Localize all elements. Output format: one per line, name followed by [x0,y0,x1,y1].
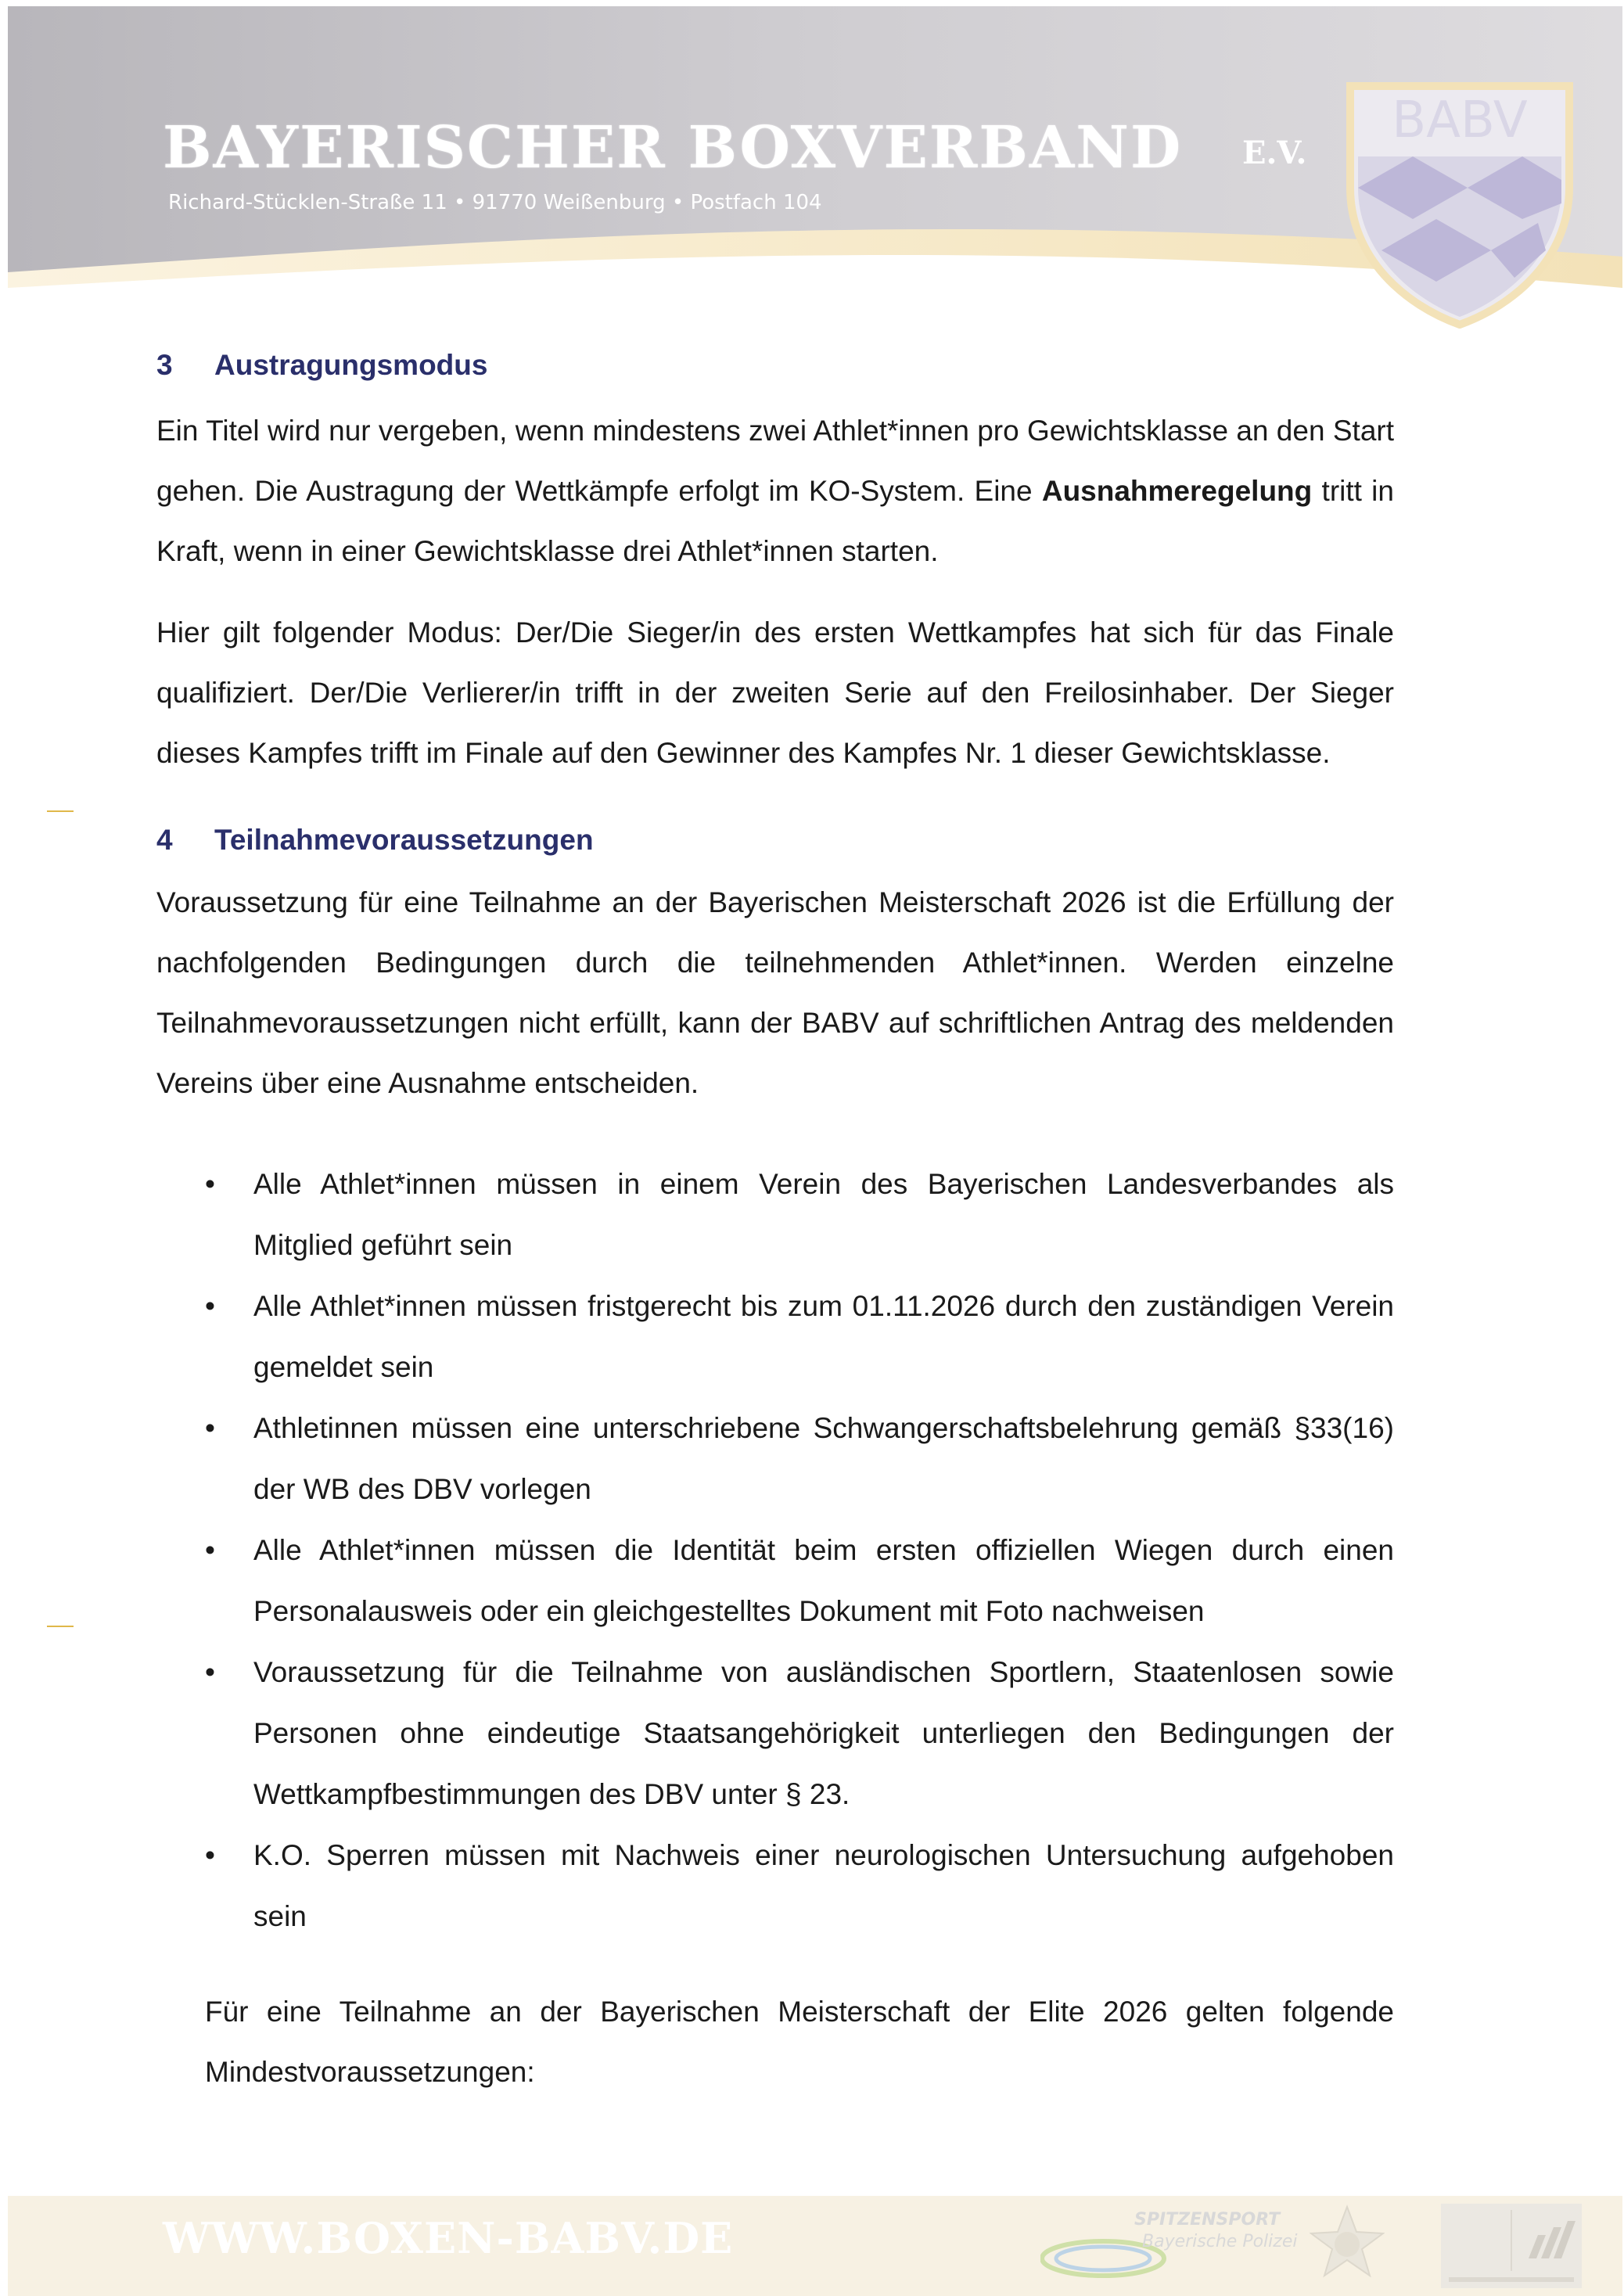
bullet-icon: • [205,1412,215,1444]
requirements-list [156,1154,1394,1947]
section-4-number: 4 [156,824,173,856]
list-item-text: Alle Athlet*innen müssen die Identität beim ersten offiziellen Wiegen durch einen Personalausweis oder ein gleichgestelltes Dokument mit Foto nachweisen [253,1534,1394,1627]
list-item [156,1642,1394,1825]
paragraph-text: tritt in Kraft, wenn in einer Gewichtsklasse drei Athlet*innen starten. [156,475,1394,567]
crest-label: BABV [1392,92,1528,149]
bullet-icon: • [205,1656,215,1688]
list-item-text: Alle Athlet*innen müssen in einem Verein des Bayerischen Landesverbandes als Mitglied geführt sein [253,1168,1394,1261]
adidas-distributor-logo [1441,2204,1582,2288]
bullet-icon: • [205,1839,215,1871]
list-item [156,1276,1394,1398]
section-4-heading [156,824,594,857]
list-item [156,1825,1394,1947]
federation-suffix: E.V. [1242,135,1307,171]
section-4-title: Teilnahmevoraussetzungen [214,824,594,856]
list-item-text: Alle Athlet*innen müssen fristgerecht bis zum 01.11.2026 durch den zuständigen Verein gemeldet sein [253,1290,1394,1383]
sponsor-line-1: SPITZENSPORT [1134,2210,1281,2230]
bullet-icon: • [205,1290,215,1322]
federation-name: BAYERISCHER BOXVERBAND [163,114,1183,181]
police-star-icon [1310,2204,1385,2288]
list-item [156,1154,1394,1276]
bullet-icon: • [205,1534,215,1566]
letterhead-footer [8,2196,1622,2296]
website-url[interactable]: WWW.BOXEN-BABV.DE [163,2213,734,2263]
list-item [156,1398,1394,1520]
section-3-paragraph-2: Hier gilt folgender Modus: Der/Die Sieger/in des ersten Wettkampfes hat sich für das Finale qualifiziert. Der/Die Verlierer/in trifft in der zweiten Serie auf den Freilosinhaber. Der Sieger dieses Kampfes trifft im Finale auf den Gewinner des Kampfes Nr. 1 dieser Gewichtsklasse. [156,616,1394,769]
list-item-text: K.O. Sperren müssen mit Nachweis einer neurologischen Untersuchung aufgehoben sein [253,1839,1394,1932]
section-3-number: 3 [156,349,173,381]
margin-mark [47,810,74,812]
section-3-paragraph-1 [156,401,1394,581]
bullet-icon: • [205,1168,215,1200]
section-3-heading [156,349,487,382]
paragraph-text: Ein Titel wird nur vergeben, wenn mindestens zwei Athlet*innen pro Gewichtsklasse an den Start gehen. Die Austragung der Wettkämpfe erfolgt im KO-System. Eine [156,415,1394,507]
section-4-closing: Für eine Teilnahme an der Bayerischen Meisterschaft der Elite 2026 gelten folgende Mindestvoraussetzungen: [205,1996,1394,2088]
list-item-text: Athletinnen müssen eine unterschriebene Schwangerschaftsbelehrung gemäß §33(16) der WB des DBV vorlegen [253,1412,1394,1505]
emphasis-text: Ausnahmeregelung [1041,475,1313,507]
sponsor-line-2: Bayerische Polizei [1142,2232,1298,2251]
margin-mark [47,1626,74,1627]
section-4-intro: Voraussetzung für eine Teilnahme an der Bayerischen Meisterschaft 2026 ist die Erfüllung der nachfolgenden Bedingungen durch die teilnehmenden Athlet*innen. Werden einzelne Teilnahmevoraussetzungen nicht erfüllt, kann der BABV auf schriftlichen Antrag des meldenden Vereins über eine Ausnahme entscheiden. [156,886,1394,1099]
federation-address: Richard-Stücklen-Straße 11 • 91770 Weißenburg • Postfach 104 [168,191,822,214]
section-3-title: Austragungsmodus [214,349,488,381]
list-item [156,1520,1394,1642]
list-item-text: Voraussetzung für die Teilnahme von ausländischen Sportlern, Staatenlosen sowie Personen ohne eindeutige Staatsangehörigkeit unterliegen den Bedingungen der Wettkampfbestimmungen des DBV unter § 23. [253,1656,1394,1810]
